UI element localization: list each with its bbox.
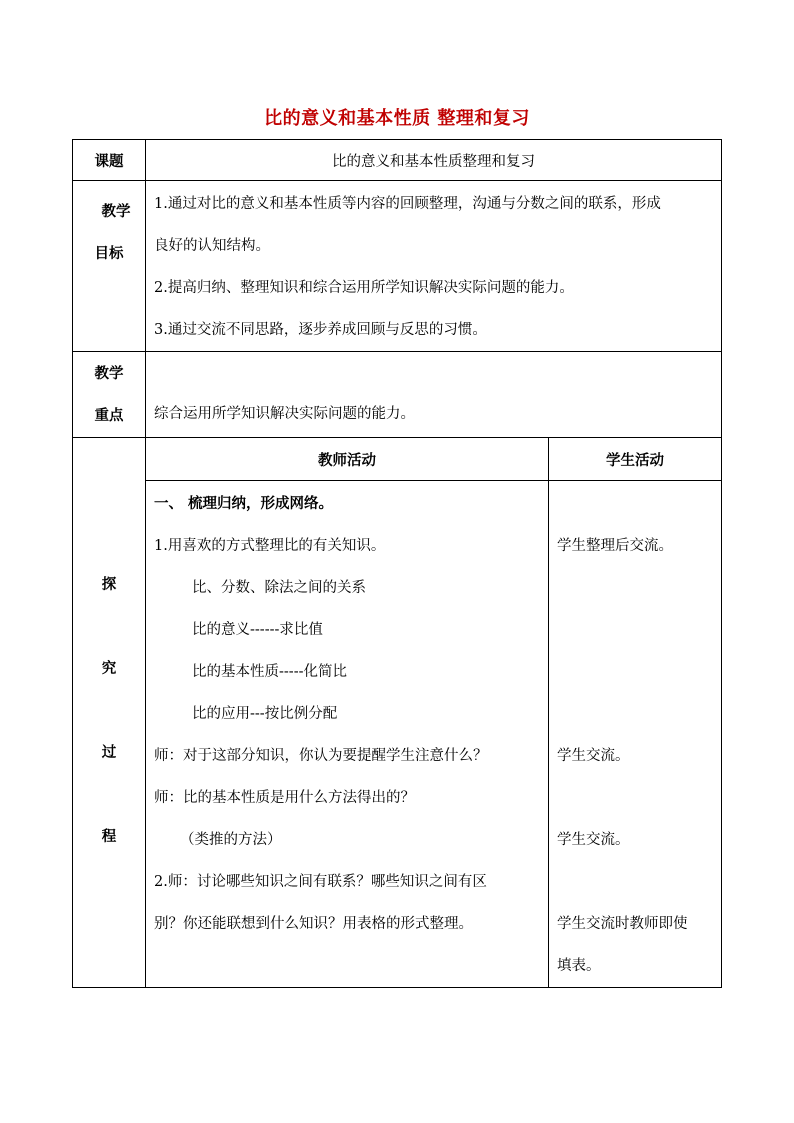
objective-line: 2.提高归纳、整理知识和综合运用所学知识解决实际问题的能力。 [154, 280, 574, 296]
objective-line: 1.通过对比的意义和基本性质等内容的回顾整理，沟通与分数之间的联系，形成 [154, 196, 661, 212]
objectives-label-1: 教学 [101, 203, 131, 220]
student-line: 填表。 [557, 958, 601, 974]
teacher-line: 1.用喜欢的方式整理比的有关知识。 [154, 538, 386, 554]
student-line [549, 777, 721, 819]
student-line [549, 693, 721, 735]
student-activity-header: 学生活动 [549, 438, 722, 481]
student-line [549, 861, 721, 903]
teacher-activity-header: 教师活动 [146, 438, 549, 481]
topic-value: 比的意义和基本性质整理和复习 [146, 140, 722, 181]
topic-label: 课题 [73, 140, 146, 181]
student-line: 学生交流时教师即使 [557, 916, 688, 932]
student-line [549, 651, 721, 693]
student-line [549, 567, 721, 609]
key-points-content [146, 352, 722, 438]
key-points-label-2: 重点 [94, 406, 124, 424]
objectives-content [146, 181, 722, 352]
teacher-line: 师：对于这部分知识，你认为要提醒学生注意什么？ [154, 748, 488, 764]
page-title: 比的意义和基本性质 整理和复习 [264, 108, 530, 129]
process-label-char: 过 [101, 744, 117, 761]
objectives-label-2: 目标 [94, 245, 124, 262]
teacher-line: （类推的方法） [180, 832, 282, 848]
key-points-label [73, 352, 146, 438]
teacher-line: 一、 梳理归纳，形成网络。 [154, 495, 334, 512]
key-points-value: 综合运用所学知识解决实际问题的能力。 [154, 406, 415, 422]
teacher-line: 比、分数、除法之间的关系 [192, 580, 366, 596]
objective-line: 良好的认知结构。 [154, 238, 270, 254]
student-line [549, 609, 721, 651]
teacher-line: 比的应用---按比例分配 [192, 706, 338, 722]
lesson-plan-table [72, 139, 722, 988]
key-points-label-1: 教学 [94, 364, 124, 382]
topic-row [73, 140, 722, 181]
process-label-char: 程 [101, 828, 117, 845]
process-label-char: 探 [101, 576, 117, 593]
teacher-line: 比的基本性质-----化简比 [192, 664, 347, 680]
student-line: 学生交流。 [557, 832, 630, 848]
process-header-row [73, 438, 722, 481]
teacher-line: 2.师：讨论哪些知识之间有联系？哪些知识之间有区 [154, 874, 487, 890]
teacher-line: 师：比的基本性质是用什么方法得出的？ [154, 790, 415, 806]
student-line: 学生整理后交流。 [557, 538, 673, 554]
objectives-row [73, 181, 722, 352]
objective-line: 3.通过交流不同思路，逐步养成回顾与反思的习惯。 [154, 322, 487, 338]
teacher-line: 别？你还能联想到什么知识？用表格的形式整理。 [154, 916, 473, 932]
process-content-row [73, 481, 722, 988]
key-points-row [73, 352, 722, 438]
process-label [73, 438, 146, 988]
teacher-line: 比的意义------求比值 [192, 622, 323, 638]
student-line [549, 483, 721, 525]
student-line: 学生交流。 [557, 748, 630, 764]
student-activity-content [549, 481, 722, 988]
process-label-char: 究 [101, 660, 117, 677]
teacher-activity-content [146, 481, 549, 988]
objectives-label [73, 181, 146, 352]
